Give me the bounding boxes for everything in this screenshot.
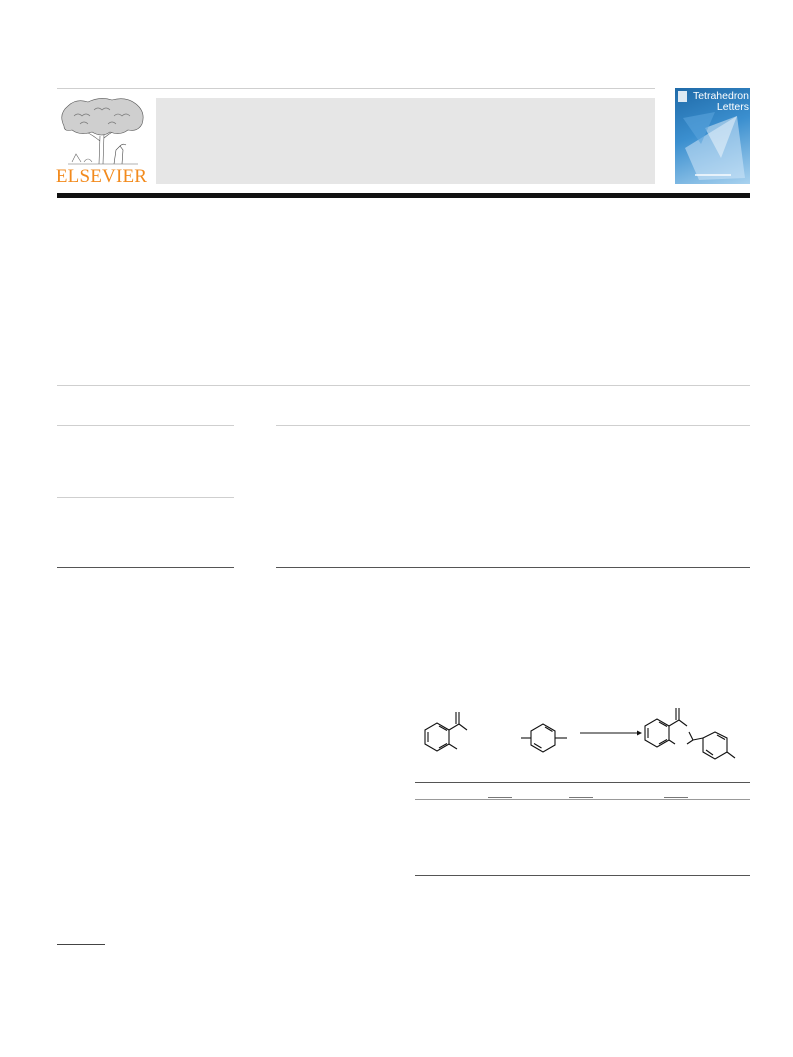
reactant-1-structure	[425, 712, 467, 751]
reactant-2-structure	[521, 724, 567, 752]
cover-title-line2: Letters	[716, 101, 749, 113]
publisher-name: ELSEVIER	[55, 166, 148, 187]
tree-logo-icon	[54, 96, 149, 166]
footnote-rule	[57, 944, 105, 945]
header-top-rule	[57, 88, 655, 89]
table-subheader-rule-2	[569, 797, 593, 798]
table-subheader-rule-3	[664, 797, 688, 798]
article-info-divider	[57, 385, 750, 386]
journal-cover	[675, 88, 750, 184]
left-column-bottom-rule	[57, 567, 234, 568]
reaction-scheme	[415, 700, 751, 772]
cover-title	[679, 91, 749, 113]
left-column-mid-rule	[57, 497, 234, 498]
cover-title-line1: Tetrahedron	[692, 90, 749, 102]
publisher-logo	[54, 96, 149, 166]
table-bottom-rule	[415, 875, 750, 876]
right-column-bottom-rule	[276, 567, 750, 568]
right-column-top-rule	[276, 425, 750, 426]
reaction-arrow	[580, 731, 642, 736]
header-bottom-rule	[57, 193, 750, 198]
table-header-rule	[415, 799, 750, 800]
product-structure	[645, 708, 735, 759]
journal-header-box	[156, 98, 655, 184]
left-column-top-rule	[57, 425, 234, 426]
table-subheader-rule-1	[488, 797, 512, 798]
table-top-rule	[415, 782, 750, 783]
